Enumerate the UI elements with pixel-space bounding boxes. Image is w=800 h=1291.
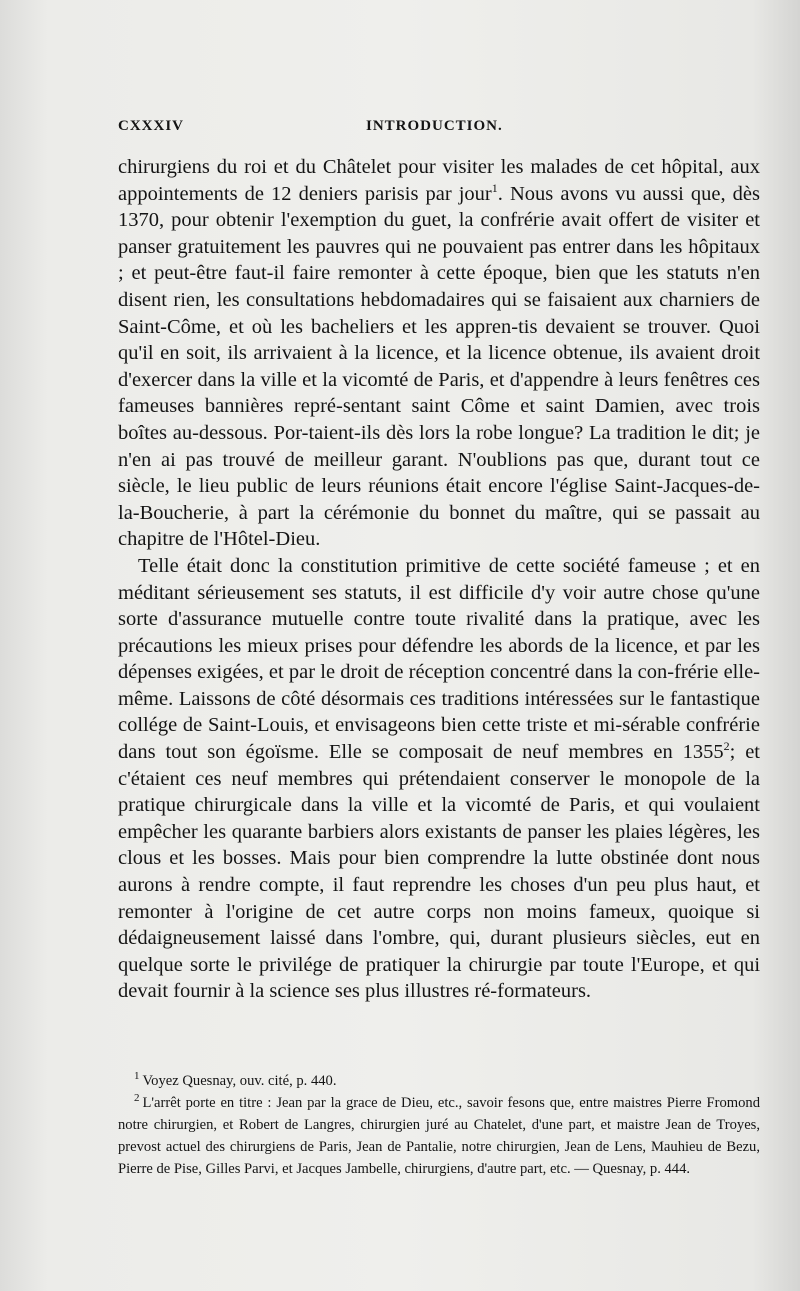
footnote-ref: 1	[491, 180, 498, 195]
text-line: moins fameux, quoique si dédaigneusement laissé dans l'ombre, qui, durant	[118, 900, 761, 950]
text-line: lutte obstinée dont nous aurons à rendre compte, il faut reprendre les	[118, 847, 760, 897]
text-line: méditant sérieusement ses statuts, il est difficile d'y voir autre chose qu'une	[118, 581, 760, 604]
paragraph-2	[118, 553, 760, 1005]
text-line: en 1355	[653, 741, 724, 764]
footnote-number: 2	[134, 1092, 140, 1105]
text-line: . Nous avons vu aussi	[497, 182, 684, 205]
footnote-text: part, et maistre Jean de Troyes, prevost actuel des chirurgiens de Paris, Jean de Pantalie,	[118, 1117, 761, 1155]
text-line: de visiter et panser gratuitement les pauvres qui ne pouvaient pas entrer	[118, 209, 761, 258]
text-line: l'Hôtel-Dieu.	[213, 528, 321, 551]
footnote-text: L'arrêt porte en titre : Jean par la grace de Dieu, etc., savoir fesons que, entre maistres	[142, 1095, 662, 1111]
footnote-text: Jambelle, chirurgiens, d'autre part, etc. — Quesnay, p. 444.	[345, 1161, 691, 1177]
footnote-1	[118, 1070, 760, 1092]
text-line: par toute l'Europe, et qui devait fournir à la science ses plus illustres ré-	[118, 953, 761, 1003]
text-line: ; et c'étaient ces neuf membres qui prétendaient conserver le	[118, 741, 761, 790]
text-line: sérable confrérie dans tout son égoïsme. Elle se composait de neuf membres	[118, 714, 760, 764]
text-line: le fantastique collége de Saint-Louis, et envisageons bien cette triste et mi-	[118, 687, 760, 737]
page-header	[118, 118, 758, 142]
body-text	[118, 154, 760, 1005]
text-line: les dépenses exigées, et par le droit de réception concentré dans la con-	[118, 634, 761, 684]
text-line: sorte d'assurance mutuelle contre toute rivalité dans la pratique, avec les	[118, 608, 760, 631]
text-line: monopole de la pratique chirurgicale dans la ville et la vicomté de Paris,	[118, 767, 760, 817]
footnote-2	[118, 1092, 760, 1180]
page-number: CXXXIV	[118, 118, 184, 134]
text-line: tis devaient se trouver. Quoi qu'il en soit, ils arrivaient à la licence, et	[118, 315, 760, 365]
text-line: les plaies légères, les clous et les bosses. Mais pour bien comprendre la	[118, 820, 760, 870]
text-line: de meilleur garant. N'oublions pas que, durant tout ce siècle, le lieu public	[118, 448, 760, 498]
text-line: taient-ils dès lors la robe longue? La tradition le dit; je n'en ai pas trouvé	[118, 421, 760, 471]
footnote-text: Voyez Quesnay, ouv. cité, p. 440.	[142, 1073, 337, 1089]
text-line: sentant saint Côme et saint Damien, avec trois boîtes au-dessous. Por-	[118, 395, 760, 444]
text-line: que, dès 1370, pour obtenir l'exemption du guet, la confrérie avait offert	[118, 182, 760, 232]
text-line: dans les hôpitaux ; et peut-être faut-il faire remonter à cette époque, bien	[118, 235, 761, 285]
text-line: de Paris, et d'appendre à leurs fenêtres ces fameuses bannières repré-	[118, 368, 760, 418]
paragraph-1	[118, 154, 760, 553]
text-line: que les statuts n'en disent rien, les consultations hebdomadaires qui se	[118, 262, 760, 311]
text-line: faisaient aux charniers de Saint-Côme, et où les bacheliers et les appren-	[118, 288, 760, 338]
text-line: de leurs réunions était encore l'église Saint-Jacques-de-la-Boucherie, à	[118, 475, 760, 524]
text-line: plusieurs siècles, eut en quelque sorte le privilége de pratiquer la chirurgie	[118, 927, 761, 976]
text-line: chirurgiens du roi et du Châtelet pour visiter les malades de cet hôpital,	[118, 156, 724, 178]
footnote-number: 1	[134, 1070, 140, 1083]
running-title: INTRODUCTION.	[366, 118, 503, 134]
text-line: Telle était donc la constitution primitive de cette société fameuse ; et en	[138, 554, 760, 577]
text-line: frérie elle-même. Laissons de côté désormais ces traditions intéressées sur	[118, 661, 760, 710]
text-line: la licence obtenue, ils avaient droit d'exercer dans la ville et la vicomté	[118, 342, 761, 391]
text-line: et qui voulaient empêcher les quarante barbiers alors existants de panser	[118, 794, 761, 843]
footnote-text: notre chirurgien, Jean de Lens, Mauhieu de Bezu, Pierre de Pise, Gilles Parvi, et Jacques	[118, 1139, 760, 1177]
footnotes	[118, 1070, 760, 1180]
text-line: choses d'un peu plus haut, et remonter à l'origine de cet autre corps non	[118, 874, 760, 923]
text-line: précautions les mieux prises pour défendre les abords de la licence, et par	[118, 634, 732, 657]
text-line: part la cérémonie du bonnet du maître, qui se passait au chapitre de	[118, 501, 760, 551]
footnote-text: Pierre Fromond notre chirurgien, et Robert de Langres, chirurgien juré au Chatelet, d'une	[118, 1095, 760, 1133]
text-line: aux appointements de 12 deniers parisis par jour	[118, 156, 761, 205]
footnote-ref: 2	[723, 739, 730, 754]
text-line: formateurs.	[497, 980, 592, 1003]
